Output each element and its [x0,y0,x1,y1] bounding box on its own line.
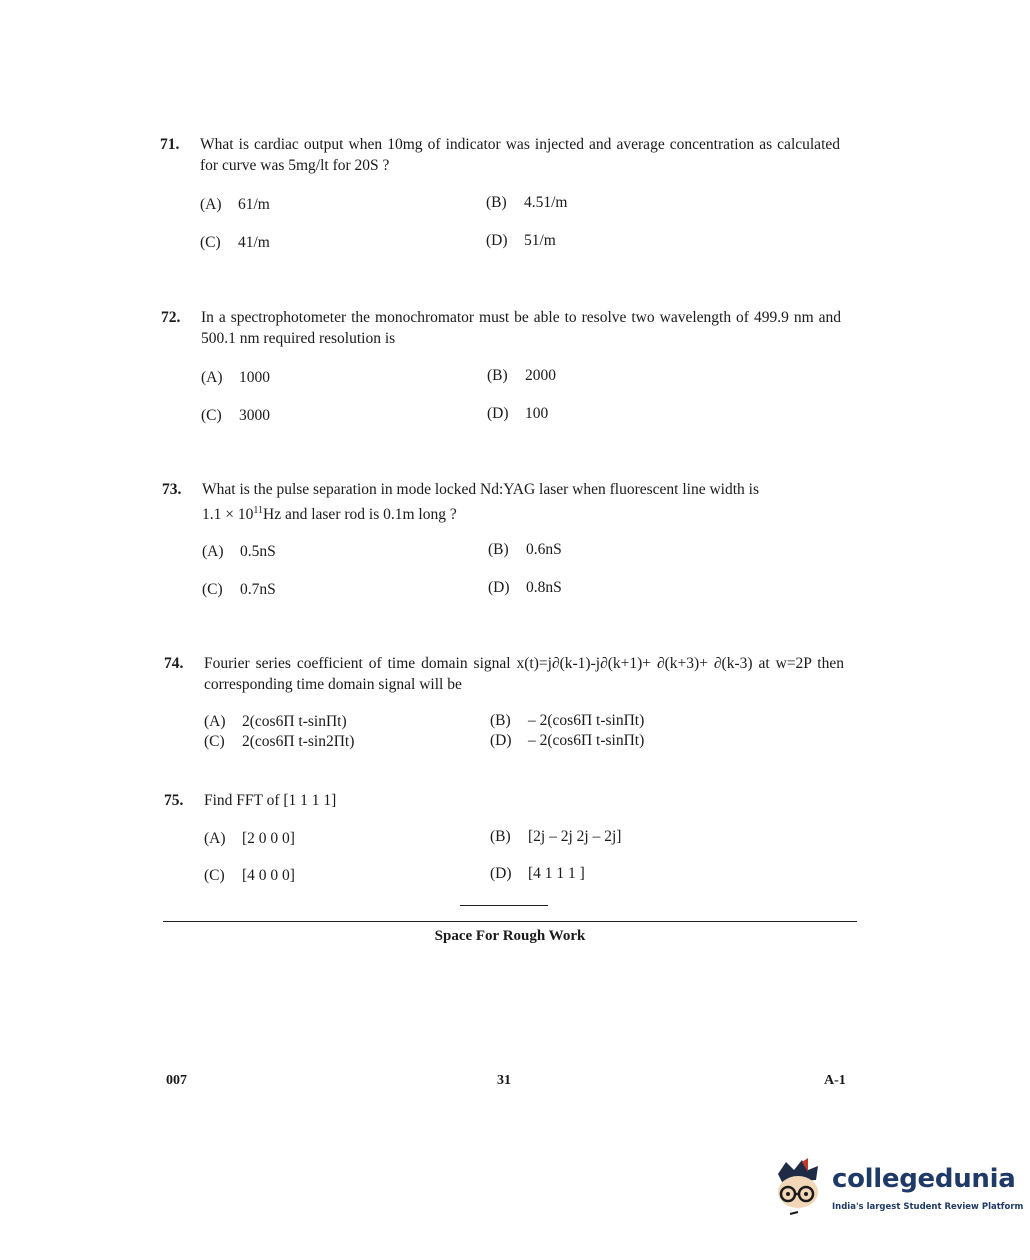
option-b: (B) 2000 [487,367,556,384]
option-c: (C) 3000 [201,407,270,424]
option-d: (D) 100 [487,405,549,422]
option-d: (D) 51/m [486,232,556,249]
option-d: (D) [4 1 1 1 ] [490,865,585,882]
question-text: Find FFT of [1 1 1 1] [204,792,337,809]
brand-name: collegedunia [832,1164,1016,1194]
mascot-icon [772,1158,830,1220]
question-number: 72. [161,309,181,326]
question-text: Fourier series coefficient of time domain signal x(t)=j∂(k-1)-j∂(k+1)+ ∂(k+3)+ ∂(k-3) at w=2P then corresponding time domain signal will be [204,655,844,693]
option-d: (D) – 2(cos6Π t-sinΠt) [490,732,645,749]
question-number: 73. [162,481,182,498]
option-b: (B) – 2(cos6Π t-sinΠt) [490,712,645,729]
option-b: (B) [2j – 2j 2j – 2j] [490,828,622,845]
question-text: What is cardiac output when 10mg of indicator was injected and average concentration as calculated for curve was 5mg/lt for 20S ? [200,136,840,174]
option-a: (A) 61/m [200,196,270,213]
option-a: (A) [2 0 0 0] [204,830,295,847]
option-c: (C) 2(cos6Π t-sin2Πt) [204,733,355,750]
divider-short [460,905,548,906]
question-number: 71. [160,136,180,153]
option-c: (C) 0.7nS [202,581,276,598]
option-d: (D) 0.8nS [488,579,562,596]
divider-long [163,921,857,922]
option-c: (C) [4 0 0 0] [204,867,295,884]
question-number: 75. [164,792,184,809]
option-a: (A) 2(cos6Π t-sinΠt) [204,713,347,730]
option-a: (A) 1000 [201,369,270,386]
option-a: (A) 0.5nS [202,543,276,560]
booklet-series: A-1 [824,1073,846,1088]
option-c: (C) 41/m [200,234,270,251]
option-b: (B) 4.51/m [486,194,568,211]
question-text: What is the pulse separation in mode locked Nd:YAG laser when fluorescent line width is $1.1 \times 10^{11}Hz$ and laser rod is 0.1m long ? [202,481,760,524]
footer-code: 007 [166,1073,187,1088]
rough-work-heading: Space For Rough Work [434,928,586,944]
question-text: In a spectrophotometer the monochromator must be able to resolve two wavelength of 499.9 nm and 500.1 nm required resolution is [201,309,841,347]
option-b: (B) 0.6nS [488,541,562,558]
brand-logo [772,1158,1024,1220]
brand-tagline: India's largest Student Review Platform [832,1202,1024,1212]
question-number: 74. [164,655,184,672]
page-number: 31 [497,1073,511,1088]
